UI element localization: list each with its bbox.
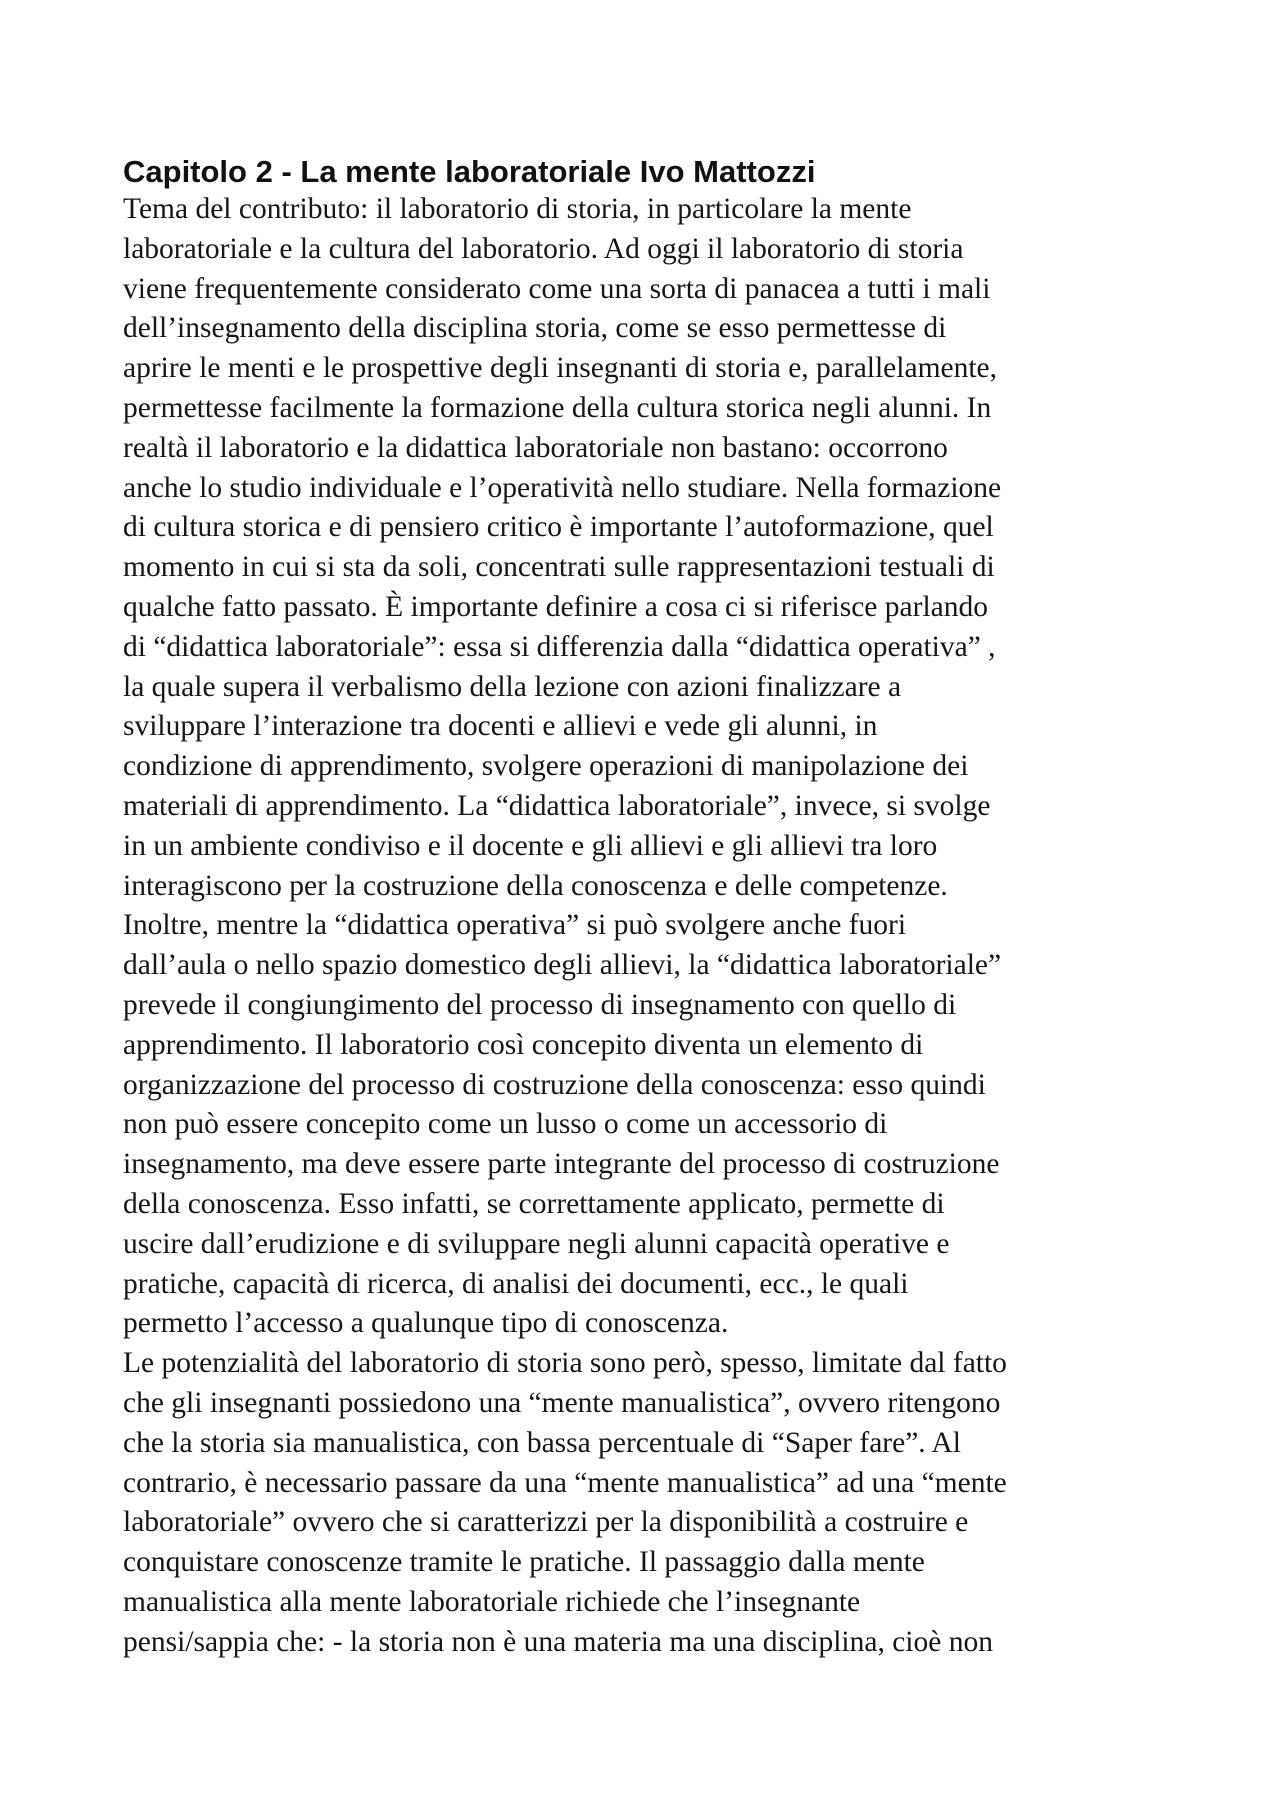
text-line: aprire le menti e le prospettive degli insegnanti di storia e, parallelamente,	[123, 352, 998, 385]
text-line: insegnamento, ma deve essere parte integrante del processo di costruzione	[123, 1148, 1000, 1181]
text-line: che la storia sia manualistica, con bassa percentuale di “Saper fare”. Al	[123, 1426, 961, 1459]
text-line: della conoscenza. Esso infatti, se correttamente applicato, permette di	[123, 1187, 945, 1220]
document-body	[123, 154, 1163, 1662]
text-line: non può essere concepito come un lusso o come un accessorio di	[123, 1108, 888, 1141]
text-line: Inoltre, mentre la “didattica operativa” si può svolgere anche fuori	[123, 909, 907, 942]
text-line: in un ambiente condiviso e il docente e gli allievi e gli allievi tra loro	[123, 829, 938, 862]
chapter-title: Capitolo 2 - La mente laboratoriale Ivo Mattozzi	[123, 154, 816, 189]
text-line: Tema del contributo: il laboratorio di storia, in particolare la mente	[123, 193, 912, 225]
text-line: laboratoriale” ovvero che si caratterizzi per la disponibilità a costruire e	[123, 1506, 969, 1539]
text-line: che gli insegnanti possiedono una “mente manualistica”, ovvero ritengono	[123, 1386, 1001, 1419]
text-line: anche lo studio individuale e l’operatività nello studiare. Nella formazione	[123, 471, 1002, 504]
text-line: di “didattica laboratoriale”: essa si differenzia dalla “didattica operativa” ,	[123, 630, 996, 663]
text-line: laboratoriale e la cultura del laboratorio. Ad oggi il laboratorio di storia	[123, 232, 964, 265]
text-line: prevede il congiungimento del processo di insegnamento con quello di	[123, 988, 957, 1021]
text-line: organizzazione del processo di costruzione della conoscenza: esso quindi	[123, 1068, 986, 1101]
text-line: apprendimento. Il laboratorio così concepito diventa un elemento di	[123, 1028, 924, 1061]
text-line: permetto l’accesso a qualunque tipo di conoscenza.	[123, 1307, 729, 1340]
text-line: uscire dall’erudizione e di sviluppare negli alunni capacità operative e	[123, 1227, 950, 1260]
text-line: condizione di apprendimento, svolgere operazioni di manipolazione dei	[123, 750, 969, 783]
text-line: pratiche, capacità di ricerca, di analisi dei documenti, ecc., le quali	[123, 1267, 909, 1300]
text-line: realtà il laboratorio e la didattica laboratoriale non bastano: occorrono	[123, 431, 948, 464]
text-line: interagiscono per la costruzione della conoscenza e delle competenze.	[123, 869, 948, 902]
text-line: Le potenzialità del laboratorio di storia sono però, spesso, limitate dal fatto	[123, 1347, 1007, 1380]
text-line: manualistica alla mente laboratoriale richiede che l’insegnante	[123, 1585, 861, 1618]
text-line: dall’aula o nello spazio domestico degli allievi, la “didattica laboratoriale”	[123, 949, 1002, 982]
text-line: sviluppare l’interazione tra docenti e allievi e vede gli alunni, in	[123, 710, 878, 743]
text-line: di cultura storica e di pensiero critico è importante l’autoformazione, quel	[123, 511, 994, 544]
text-line: la quale supera il verbalismo della lezione con azioni finalizzare a	[123, 670, 902, 703]
text-line: pensi/sappia che: - la storia non è una materia ma una disciplina, cioè non	[123, 1625, 993, 1658]
text-line: conquistare conoscenze tramite le pratiche. Il passaggio dalla mente	[123, 1546, 925, 1579]
text-line: qualche fatto passato. È importante definire a cosa ci si riferisce parlando	[123, 590, 988, 623]
text-line: viene frequentemente considerato come una sorta di panacea a tutti i mali	[123, 272, 991, 305]
text-line: permettesse facilmente la formazione della cultura storica negli alunni. In	[123, 391, 992, 424]
text-line: dell’insegnamento della disciplina storia, come se esso permettesse di	[123, 312, 947, 345]
text-line: momento in cui si sta da soli, concentrati sulle rappresentazioni testuali di	[123, 551, 995, 584]
text-line: materiali di apprendimento. La “didattica laboratoriale”, invece, si svolge	[123, 789, 991, 822]
text-line: contrario, è necessario passare da una “mente manualistica” ad una “mente	[123, 1466, 1007, 1499]
